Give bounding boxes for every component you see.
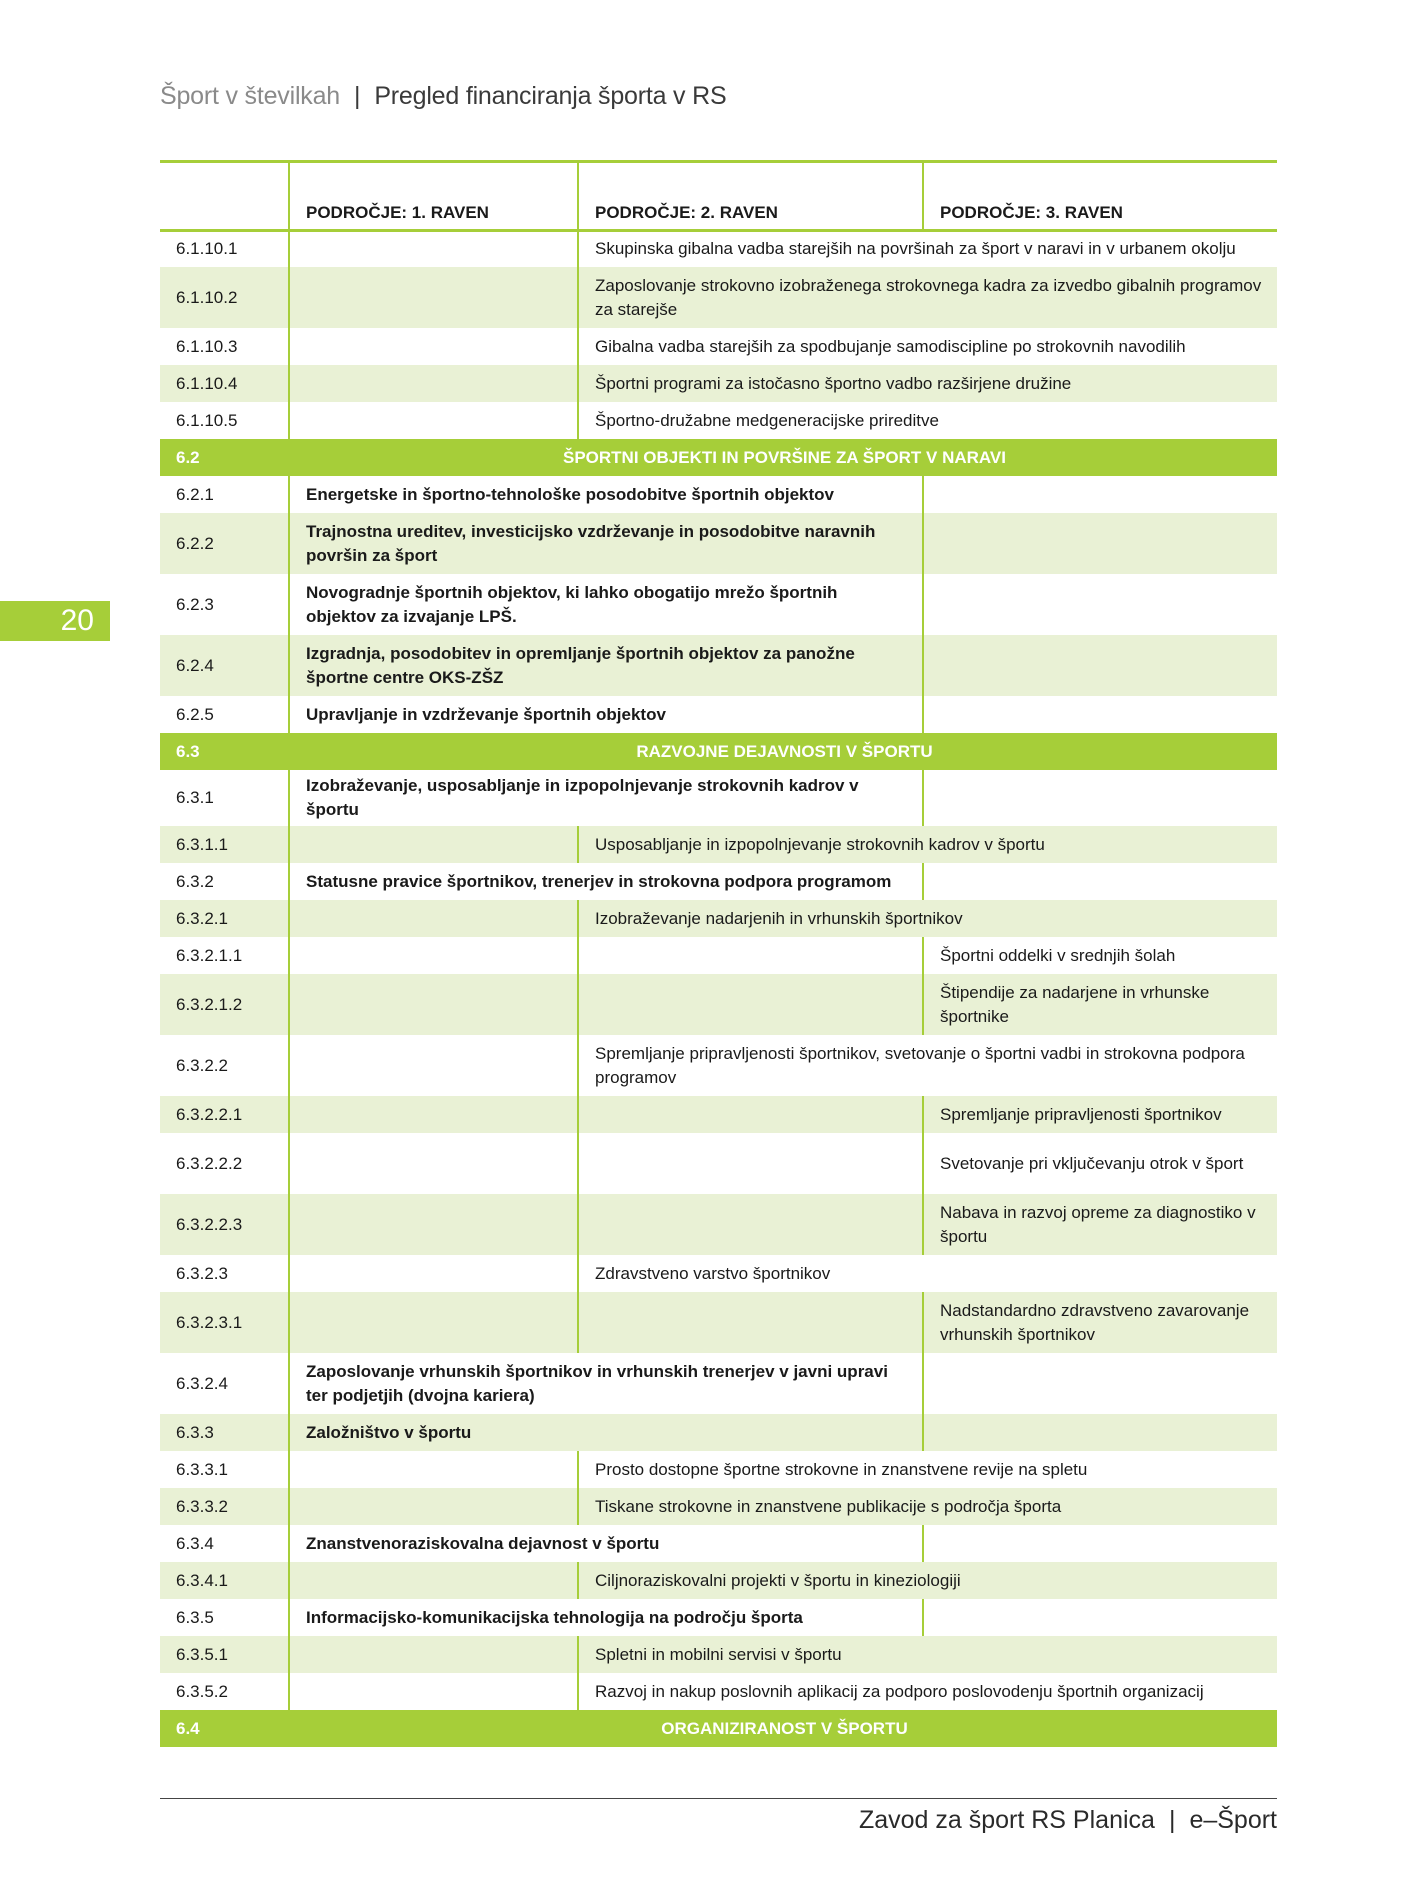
row-description: Nabava in razvoj opreme za diagnostiko v športu	[923, 1194, 1277, 1255]
empty-cell	[923, 1353, 1277, 1414]
row-code: 6.3.4	[160, 1525, 289, 1562]
row-description: Športni programi za istočasno športno vadbo razširjene družine	[578, 365, 1277, 402]
row-code: 6.3.2.4	[160, 1353, 289, 1414]
header-publication-title: Šport v številkah	[160, 82, 341, 110]
row-description: Informacijsko-komunikacijska tehnologija na področju športa	[289, 1599, 923, 1636]
row-code: 6.2.4	[160, 635, 289, 696]
table-row	[160, 1035, 1277, 1096]
empty-cell	[289, 1562, 578, 1599]
row-code: 6.2.5	[160, 696, 289, 733]
empty-cell	[289, 267, 578, 328]
row-code: 6.3.2.2.2	[160, 1133, 289, 1194]
row-description: Zaposlovanje vrhunskih športnikov in vrhunskih trenerjev v javni upravi ter podjetjih (dvojna kariera)	[289, 1353, 923, 1414]
row-description: Prosto dostopne športne strokovne in znanstvene revije na spletu	[578, 1451, 1277, 1488]
row-description: Razvoj in nakup poslovnih aplikacij za podporo poslovodenju športnih organizacij	[578, 1673, 1277, 1710]
column-header-level-3: PODROČJE: 3. RAVEN	[923, 163, 1277, 230]
table-row	[160, 513, 1277, 574]
row-description: Tiskane strokovne in znanstvene publikacije s področja športa	[578, 1488, 1277, 1525]
row-description: Športno-družabne medgeneracijske prireditve	[578, 402, 1277, 439]
row-description: Gibalna vadba starejših za spodbujanje samodiscipline po strokovnih navodilih	[578, 328, 1277, 365]
empty-cell	[923, 476, 1277, 513]
row-code: 6.3.3	[160, 1414, 289, 1451]
row-code: 6.3.2.2	[160, 1035, 289, 1096]
row-description: Svetovanje pri vključevanju otrok v šport	[923, 1133, 1277, 1194]
empty-cell	[289, 1255, 578, 1292]
table-row	[160, 328, 1277, 365]
empty-cell	[289, 1451, 578, 1488]
empty-cell	[578, 974, 923, 1035]
row-description: Novogradnje športnih objektov, ki lahko obogatijo mrežo športnih objektov za izvajanje LPŠ.	[289, 574, 923, 635]
row-description: Statusne pravice športnikov, trenerjev in strokovna podpora programom	[289, 863, 923, 900]
row-description: Izobraževanje, usposabljanje in izpopolnjevanje strokovnih kadrov v športu	[289, 770, 923, 826]
row-code: 6.3.2	[160, 863, 289, 900]
row-description: Izobraževanje nadarjenih in vrhunskih športnikov	[578, 900, 1277, 937]
empty-cell	[923, 635, 1277, 696]
empty-cell	[289, 1096, 578, 1133]
empty-cell	[289, 402, 578, 439]
table-row	[160, 1194, 1277, 1255]
table-row	[160, 974, 1277, 1035]
column-header-level-1: PODROČJE: 1. RAVEN	[289, 163, 578, 230]
row-description: Zaposlovanje strokovno izobraženega strokovnega kadra za izvedbo gibalnih programov za starejše	[578, 267, 1277, 328]
empty-cell	[923, 513, 1277, 574]
empty-cell	[923, 770, 1277, 826]
empty-cell	[578, 1292, 923, 1353]
row-description: Štipendije za nadarjene in vrhunske športnike	[923, 974, 1277, 1035]
table-row	[160, 770, 1277, 826]
table-row	[160, 267, 1277, 328]
empty-cell	[578, 1096, 923, 1133]
table-row	[160, 574, 1277, 635]
header-section-title: Pregled financiranja športa v RS	[374, 82, 727, 110]
empty-cell	[923, 574, 1277, 635]
empty-cell	[923, 1414, 1277, 1451]
table-row	[160, 826, 1277, 863]
table-header-row	[160, 163, 1277, 230]
empty-cell	[289, 1292, 578, 1353]
row-code: 6.1.10.3	[160, 328, 289, 365]
row-description: Znanstvenoraziskovalna dejavnost v športu	[289, 1525, 923, 1562]
row-code: 6.3.5.2	[160, 1673, 289, 1710]
table-row	[160, 1255, 1277, 1292]
row-code: 6.3.3.1	[160, 1451, 289, 1488]
row-code: 6.3.4.1	[160, 1562, 289, 1599]
table-row	[160, 900, 1277, 937]
table-row	[160, 863, 1277, 900]
section-code: 6.2	[160, 439, 289, 476]
row-code: 6.1.10.4	[160, 365, 289, 402]
empty-cell	[923, 696, 1277, 733]
row-code: 6.3.2.1.1	[160, 937, 289, 974]
table-row	[160, 476, 1277, 513]
row-code: 6.3.3.2	[160, 1488, 289, 1525]
empty-cell	[289, 365, 578, 402]
table-row	[160, 402, 1277, 439]
table-row	[160, 937, 1277, 974]
empty-cell	[289, 826, 578, 863]
empty-cell	[289, 328, 578, 365]
row-code: 6.3.5.1	[160, 1636, 289, 1673]
empty-cell	[923, 1525, 1277, 1562]
table-row	[160, 230, 1277, 267]
section-row	[160, 733, 1277, 770]
table-row	[160, 635, 1277, 696]
empty-cell	[578, 1133, 923, 1194]
row-description: Trajnostna ureditev, investicijsko vzdrževanje in posodobitve naravnih površin za šport	[289, 513, 923, 574]
row-code: 6.2.3	[160, 574, 289, 635]
section-title: ŠPORTNI OBJEKTI IN POVRŠINE ZA ŠPORT V NARAVI	[289, 439, 1277, 476]
section-row	[160, 439, 1277, 476]
row-code: 6.2.2	[160, 513, 289, 574]
empty-cell	[289, 1133, 578, 1194]
running-footer	[859, 1806, 1277, 1835]
row-description: Spletni in mobilni servisi v športu	[578, 1636, 1277, 1673]
empty-cell	[578, 1194, 923, 1255]
section-title: ORGANIZIRANOST V ŠPORTU	[289, 1710, 1277, 1747]
empty-cell	[289, 937, 578, 974]
row-description: Nadstandardno zdravstveno zavarovanje vrhunskih športnikov	[923, 1292, 1277, 1353]
row-code: 6.3.2.2.1	[160, 1096, 289, 1133]
footer-publisher: Zavod za šport RS Planica	[858, 1806, 1155, 1834]
row-description: Energetske in športno-tehnološke posodobitve športnih objektov	[289, 476, 923, 513]
table-row	[160, 1414, 1277, 1451]
empty-cell	[289, 1194, 578, 1255]
running-header	[160, 82, 726, 111]
row-description: Zdravstveno varstvo športnikov	[578, 1255, 1277, 1292]
row-description: Spremljanje pripravljenosti športnikov, svetovanje o športni vadbi in strokovna podpora programov	[578, 1035, 1277, 1096]
row-code: 6.3.2.1.2	[160, 974, 289, 1035]
row-description: Ciljnoraziskovalni projekti v športu in kineziologiji	[578, 1562, 1277, 1599]
table-row	[160, 1096, 1277, 1133]
section-code: 6.3	[160, 733, 289, 770]
row-code: 6.3.1.1	[160, 826, 289, 863]
row-code: 6.1.10.5	[160, 402, 289, 439]
funding-areas-table	[160, 160, 1277, 1747]
empty-cell	[923, 1599, 1277, 1636]
row-code: 6.2.1	[160, 476, 289, 513]
column-header-code	[160, 163, 289, 230]
row-description: Športni oddelki v srednjih šolah	[923, 937, 1277, 974]
footer-series: e–Šport	[1189, 1806, 1277, 1834]
footer-separator: |	[1168, 1806, 1176, 1834]
row-description: Upravljanje in vzdrževanje športnih objektov	[289, 696, 923, 733]
table-row	[160, 696, 1277, 733]
empty-cell	[578, 937, 923, 974]
section-title: RAZVOJNE DEJAVNOSTI V ŠPORTU	[289, 733, 1277, 770]
row-code: 6.3.2.3.1	[160, 1292, 289, 1353]
footer-divider	[160, 1798, 1277, 1799]
row-code: 6.3.1	[160, 770, 289, 826]
row-code: 6.3.5	[160, 1599, 289, 1636]
row-code: 6.3.2.1	[160, 900, 289, 937]
empty-cell	[289, 1636, 578, 1673]
row-code: 6.1.10.1	[160, 230, 289, 267]
table-row	[160, 1599, 1277, 1636]
table-row	[160, 365, 1277, 402]
empty-cell	[289, 900, 578, 937]
row-description: Usposabljanje in izpopolnjevanje strokovnih kadrov v športu	[578, 826, 1277, 863]
table-row	[160, 1636, 1277, 1673]
row-code: 6.1.10.2	[160, 267, 289, 328]
empty-cell	[289, 1673, 578, 1710]
row-description: Skupinska gibalna vadba starejših na površinah za šport v naravi in v urbanem okolju	[578, 230, 1277, 267]
table-row	[160, 1133, 1277, 1194]
column-header-level-2: PODROČJE: 2. RAVEN	[578, 163, 923, 230]
row-description: Spremljanje pripravljenosti športnikov	[923, 1096, 1277, 1133]
section-row	[160, 1710, 1277, 1747]
empty-cell	[289, 974, 578, 1035]
row-code: 6.3.2.2.3	[160, 1194, 289, 1255]
section-code: 6.4	[160, 1710, 289, 1747]
page-number: 20	[0, 601, 110, 641]
table-row	[160, 1488, 1277, 1525]
row-code: 6.3.2.3	[160, 1255, 289, 1292]
table-row	[160, 1562, 1277, 1599]
table-row	[160, 1451, 1277, 1488]
table-row	[160, 1292, 1277, 1353]
header-separator: |	[354, 82, 361, 110]
empty-cell	[289, 1488, 578, 1525]
table-row	[160, 1525, 1277, 1562]
row-description: Izgradnja, posodobitev in opremljanje športnih objektov za panožne športne centre OKS-ZŠZ	[289, 635, 923, 696]
row-description: Založništvo v športu	[289, 1414, 923, 1451]
empty-cell	[289, 1035, 578, 1096]
table-row	[160, 1673, 1277, 1710]
empty-cell	[289, 230, 578, 267]
empty-cell	[923, 863, 1277, 900]
table-row	[160, 1353, 1277, 1414]
